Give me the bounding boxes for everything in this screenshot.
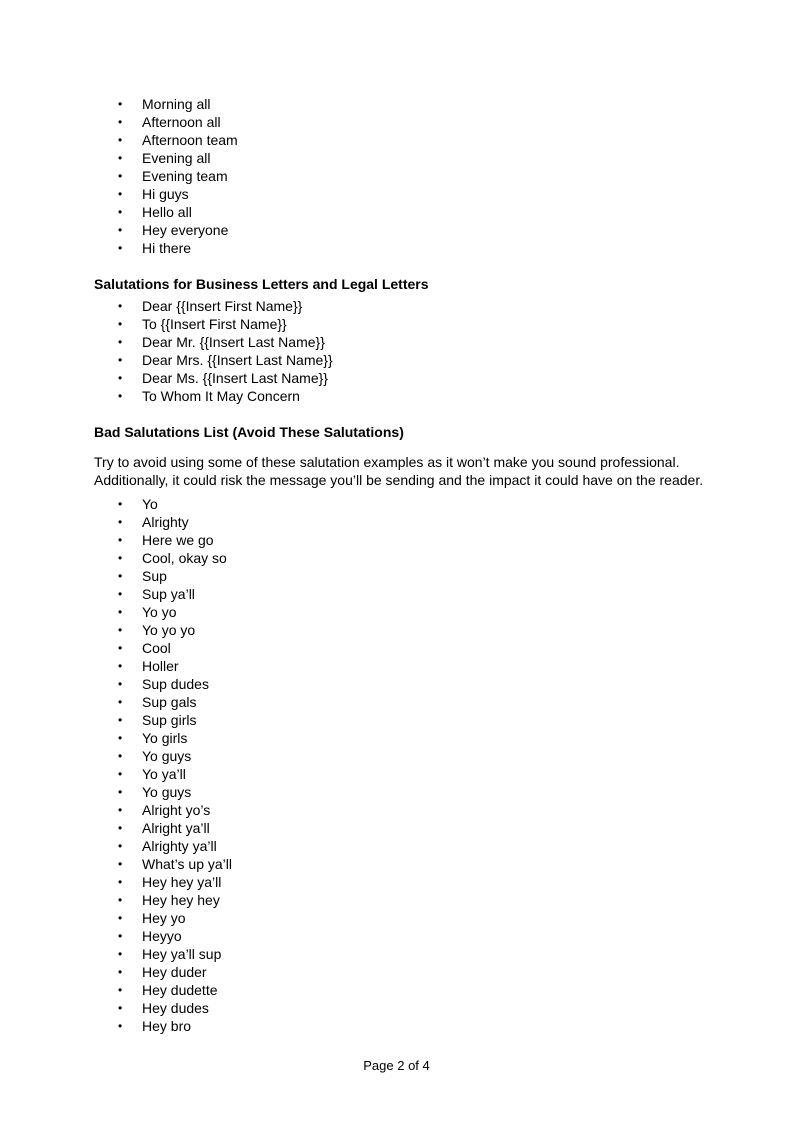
section-heading: Salutations for Business Letters and Legal Letters [94,276,429,292]
bullet-icon: • [118,659,123,673]
list-item [94,711,704,729]
list-item [94,981,704,999]
list-item-text: Hello all [142,204,192,220]
section-heading: Bad Salutations List (Avoid These Salutations) [94,424,404,440]
list-item [94,113,704,131]
list-item [94,819,704,837]
list-item-text: Cool [142,640,171,656]
page-footer [0,1058,793,1074]
bullet-icon: • [118,731,123,745]
list-item-text: Yo [142,496,158,512]
bullet-icon: • [118,497,123,511]
list-item-text: Hey dudette [142,982,218,998]
list-item [94,585,704,603]
bullet-icon: • [118,353,123,367]
list-item-text: Heyyo [142,928,182,944]
list-item [94,1017,704,1035]
bullet-icon: • [118,97,123,111]
bullet-icon: • [118,515,123,529]
list-item-text: Evening all [142,150,211,166]
list-item [94,531,704,549]
list-item-text: Alright ya’ll [142,820,210,836]
bullet-list [94,297,704,405]
list-item-text: Hey hey ya’ll [142,874,222,890]
list-item [94,549,704,567]
bullet-icon: • [118,533,123,547]
bullet-icon: • [118,965,123,979]
list-item-text: Evening team [142,168,228,184]
list-item [94,639,704,657]
bullet-icon: • [118,929,123,943]
bullet-icon: • [118,371,123,385]
list-item [94,369,704,387]
list-item [94,855,704,873]
bullet-icon: • [118,857,123,871]
bullet-icon: • [118,1001,123,1015]
bullet-list [94,495,704,1035]
list-item-text: Yo guys [142,748,192,764]
bullet-icon: • [118,187,123,201]
bullet-icon: • [118,133,123,147]
list-item-text: Sup dudes [142,676,209,692]
list-item-text: Hi there [142,240,192,256]
list-item [94,239,704,257]
list-item [94,387,704,405]
list-item-text: Yo ya’ll [142,766,186,782]
bullet-icon: • [118,587,123,601]
bullet-list [94,95,704,257]
list-item [94,203,704,221]
list-item [94,297,704,315]
bullet-icon: • [118,241,123,255]
bullet-icon: • [118,623,123,637]
list-item [94,167,704,185]
list-item [94,963,704,981]
list-item-text: Afternoon team [142,132,238,148]
bullet-icon: • [118,115,123,129]
list-item [94,927,704,945]
bullet-icon: • [118,821,123,835]
list-item-text: Yo yo yo [142,622,196,638]
list-item [94,945,704,963]
list-item-text: Yo yo [142,604,177,620]
list-item [94,351,704,369]
list-item-text: Hey duder [142,964,207,980]
document-content [94,95,704,1035]
body-paragraph: Try to avoid using some of these salutation examples as it won’t make you sound professional. Additionally, it could risk the message you’ll be sending and the impact it could have on the reader. [94,454,704,488]
list-item [94,513,704,531]
list-item-text: Hey dudes [142,1000,209,1016]
bullet-icon: • [118,605,123,619]
list-item-text: Yo guys [142,784,192,800]
list-item-text: Here we go [142,532,214,548]
list-item-text: Alright yo’s [142,802,211,818]
list-item-text: Sup ya’ll [142,586,195,602]
list-item-text: Dear Ms. {{Insert Last Name}} [142,370,328,386]
bullet-icon: • [118,677,123,691]
list-item-text: To Whom It May Concern [142,388,300,404]
list-item [94,783,704,801]
list-item-text: Hey everyone [142,222,229,238]
list-item-text: Hi guys [142,186,189,202]
bullet-icon: • [118,947,123,961]
bullet-icon: • [118,569,123,583]
list-item [94,95,704,113]
list-item [94,999,704,1017]
list-item [94,801,704,819]
list-item-text: Dear Mr. {{Insert Last Name}} [142,334,325,350]
list-item-text: Sup girls [142,712,197,728]
list-item [94,765,704,783]
list-item [94,657,704,675]
bullet-icon: • [118,389,123,403]
list-item [94,131,704,149]
list-item-text: Hey hey hey [142,892,220,908]
list-item-text: Afternoon all [142,114,221,130]
bullet-icon: • [118,785,123,799]
bullet-icon: • [118,1019,123,1033]
bullet-icon: • [118,695,123,709]
list-item [94,909,704,927]
list-item-text: Dear {{Insert First Name}} [142,298,303,314]
bullet-icon: • [118,335,123,349]
list-item [94,221,704,239]
list-item-text: Sup [142,568,167,584]
list-item [94,621,704,639]
list-item [94,891,704,909]
list-item [94,693,704,711]
bullet-icon: • [118,983,123,997]
bullet-icon: • [118,317,123,331]
bullet-icon: • [118,551,123,565]
bullet-icon: • [118,713,123,727]
list-item-text: Alrighty ya’ll [142,838,217,854]
list-item-text: Morning all [142,96,211,112]
bullet-icon: • [118,803,123,817]
list-item-text: To {{Insert First Name}} [142,316,287,332]
list-item [94,873,704,891]
list-item-text: Sup gals [142,694,197,710]
bullet-icon: • [118,299,123,313]
bullet-icon: • [118,893,123,907]
list-item [94,567,704,585]
list-item-text: Hey yo [142,910,186,926]
list-item [94,333,704,351]
page-number-text: Page 2 of 4 [363,1058,430,1073]
list-item-text: Alrighty [142,514,189,530]
list-item [94,729,704,747]
list-item [94,149,704,167]
bullet-icon: • [118,839,123,853]
bullet-icon: • [118,169,123,183]
list-item-text: Dear Mrs. {{Insert Last Name}} [142,352,333,368]
list-item [94,603,704,621]
bullet-icon: • [118,205,123,219]
list-item-text: Hey bro [142,1018,192,1034]
list-item [94,315,704,333]
bullet-icon: • [118,641,123,655]
bullet-icon: • [118,151,123,165]
list-item-text: Hey ya’ll sup [142,946,222,962]
list-item [94,747,704,765]
bullet-icon: • [118,911,123,925]
list-item [94,837,704,855]
list-item [94,675,704,693]
bullet-icon: • [118,875,123,889]
bullet-icon: • [118,767,123,781]
bullet-icon: • [118,223,123,237]
list-item-text: Holler [142,658,179,674]
list-item-text: What’s up ya’ll [142,856,233,872]
list-item-text: Yo girls [142,730,188,746]
bullet-icon: • [118,749,123,763]
list-item-text: Cool, okay so [142,550,227,566]
list-item [94,495,704,513]
list-item [94,185,704,203]
